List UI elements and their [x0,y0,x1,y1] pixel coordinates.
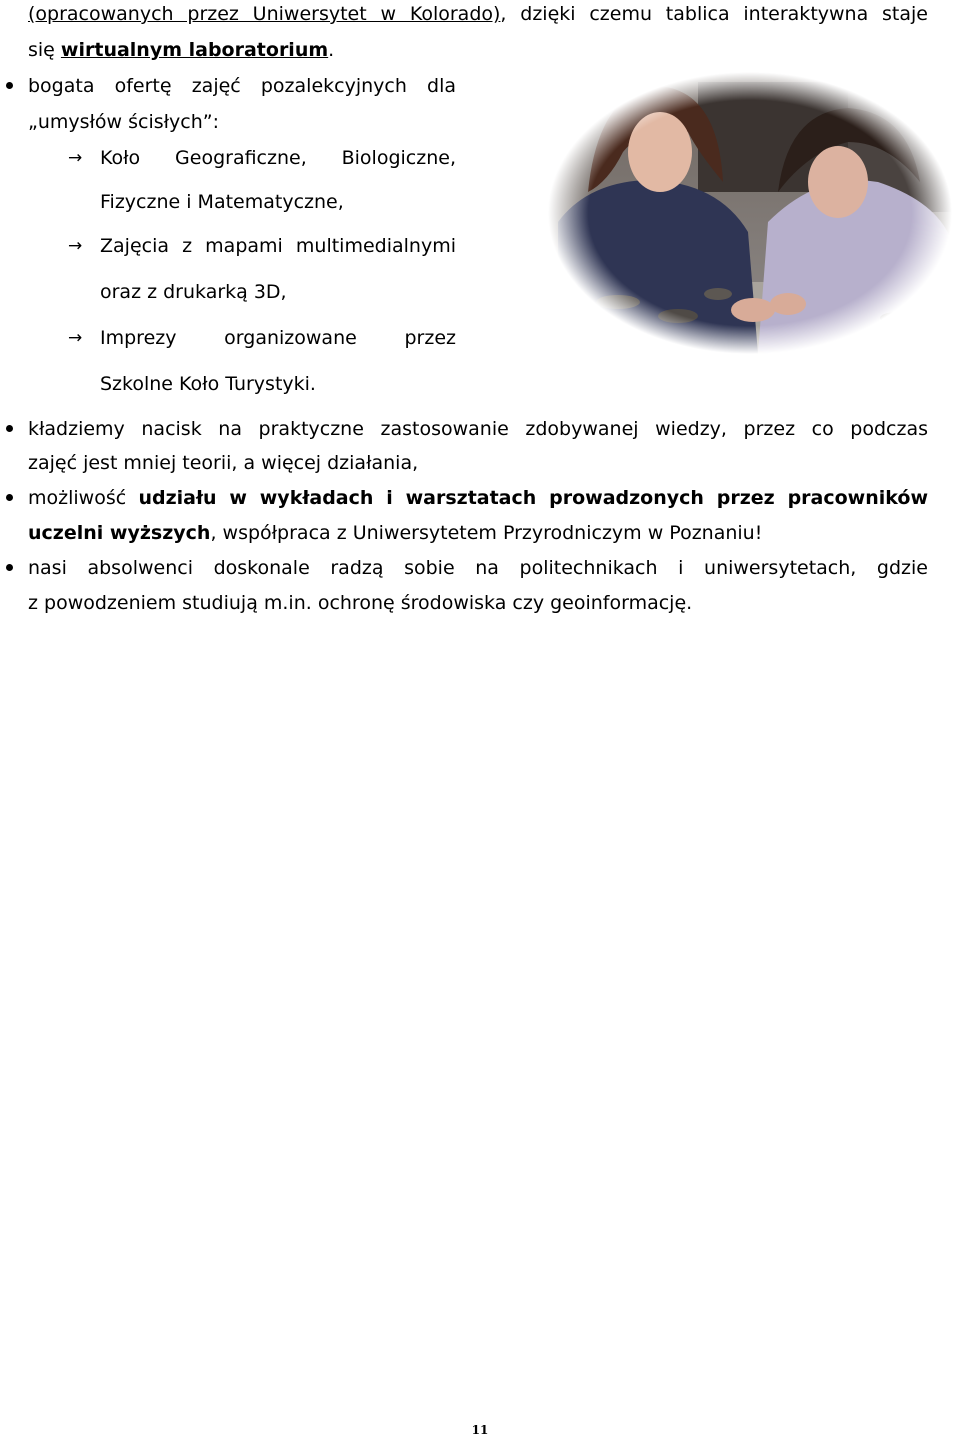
offer-item-line: Koło Geograficzne, Biologiczne, [100,147,456,169]
arrow-icon: → [68,328,83,348]
arrow-icon: → [68,236,83,256]
paragraph-line [28,2,928,26]
paragraph-line [28,521,762,545]
text-fragment: , dzięki czemu tablica interaktywna staje [500,3,928,25]
text-fragment: się [28,39,61,61]
offer-line-2: „umysłów ścisłych”: [28,111,220,133]
bullet-icon [6,82,13,89]
bullet-icon [6,494,13,501]
offer-item-line: oraz z drukarką 3D, [100,281,287,303]
text-fragment: , współpraca z Uniwersytetem Przyrodniczym w Poznaniu! [210,522,763,544]
bullet-icon [6,564,13,571]
paragraph-line: zajęć jest mniej teorii, a więcej działania, [28,452,419,474]
text-fragment: możliwość [28,487,139,509]
paragraph-line: z powodzeniem studiują m.in. ochronę środowiska czy geoinformację. [28,592,693,614]
text-fragment: . [328,39,335,61]
arrow-icon: → [68,148,83,168]
students-photo [548,72,952,354]
paragraph-line: kładziemy nacisk na praktyczne zastosowanie zdobywanej wiedzy, przez co podczas [28,418,928,440]
paragraph-line [28,486,928,510]
bullet-icon [6,425,13,432]
bold-text: uczelni wyższych [28,522,211,544]
paragraph-line: nasi absolwenci doskonale radzą sobie na politechnikach i uniwersytetach, gdzie [28,557,928,579]
offer-item-line: Zajęcia z mapami multimedialnymi [100,235,456,257]
bold-text: udziału w wykładach i warsztatach prowadzonych przez pracowników [138,487,929,509]
offer-item-line: Szkolne Koło Turystyki. [100,373,316,395]
virtual-lab-link[interactable]: wirtualnym laboratorium [60,39,329,61]
page-number: 11 [471,1423,489,1437]
offer-item-line: Fizyczne i Matematyczne, [100,191,344,213]
offer-line-1: bogata ofertę zajęć pozalekcyjnych dla [28,75,456,97]
colorado-reference: (opracowanych przez Uniwersytet w Kolorado) [28,3,501,25]
paragraph-line [28,38,334,62]
offer-item-line: Imprezy organizowane przez [100,327,456,349]
